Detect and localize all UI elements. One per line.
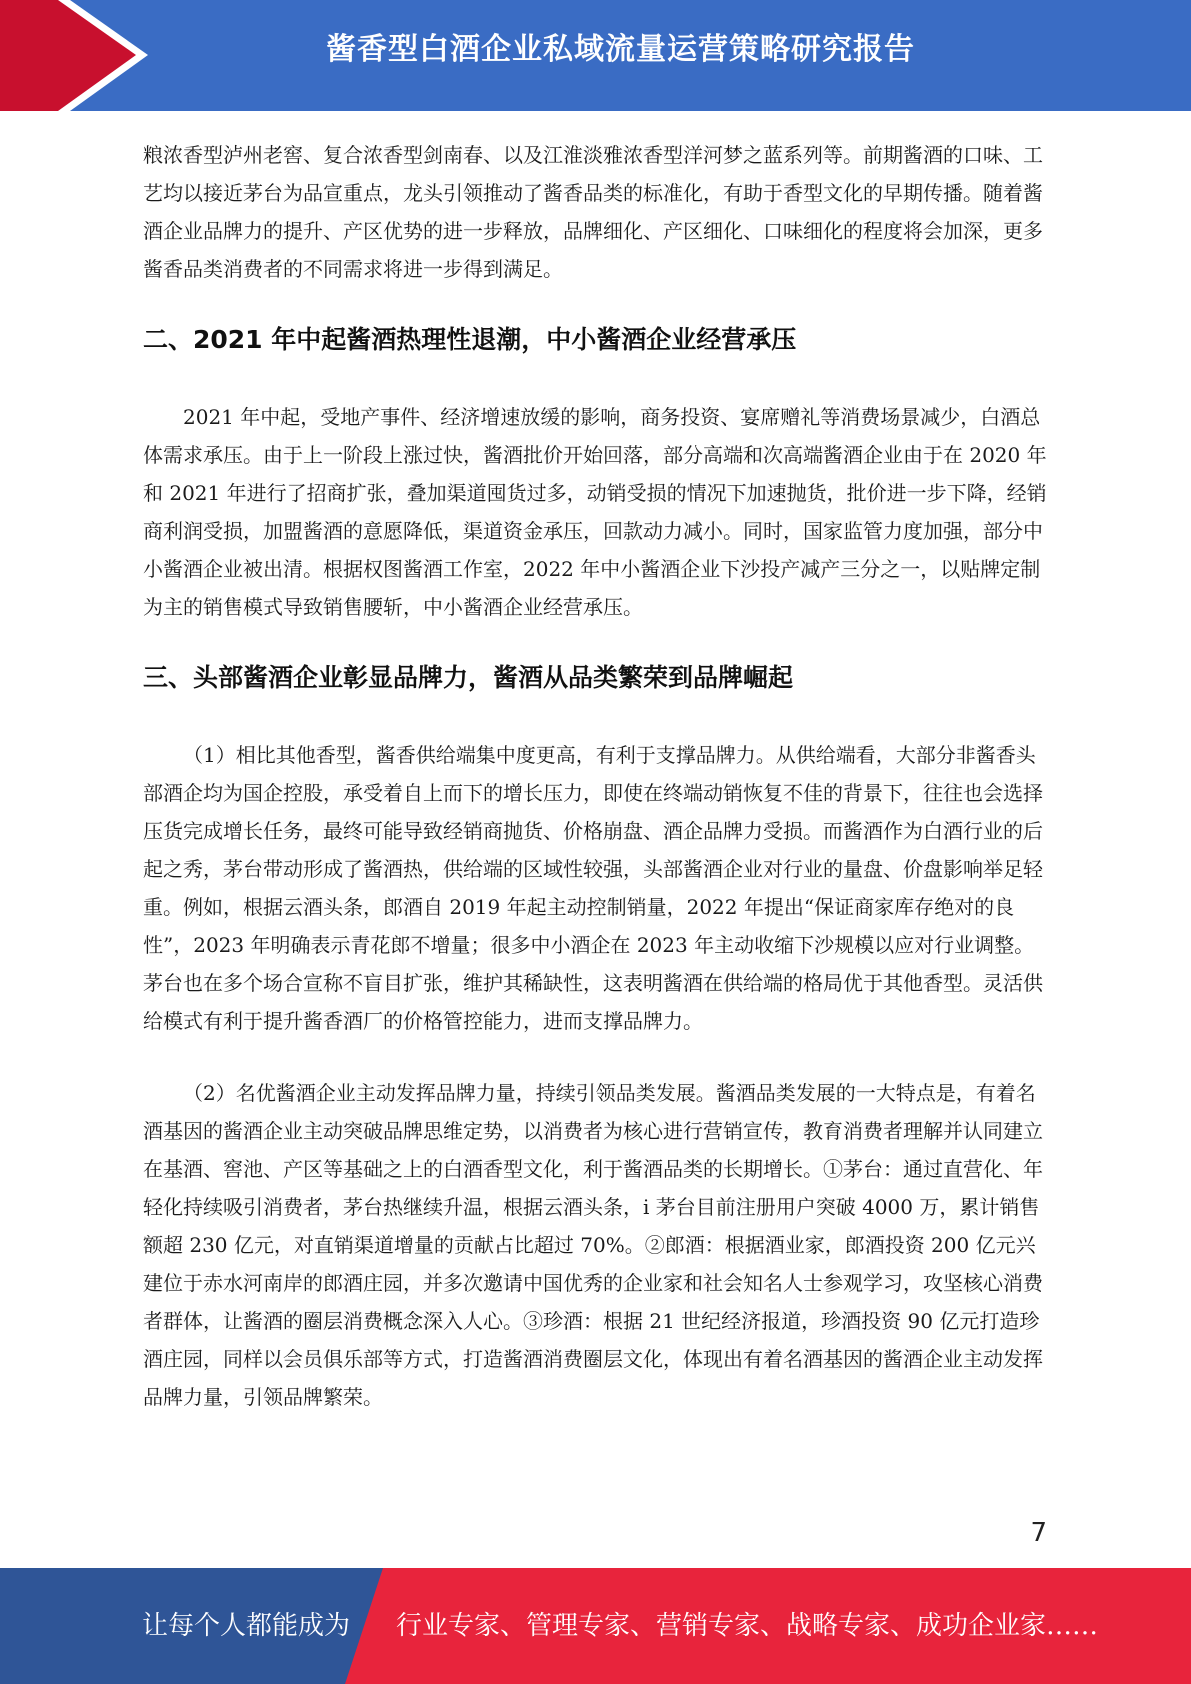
section-2-paragraph: 2021 年中起，受地产事件、经济增速放缓的影响，商务投资、宴席赠礼等消费场景减少，白酒总体需求承压。由于上一阶段上涨过快，酱酒批价开始回落，部分高端和次高端酱酒企业由于在 2020 年和 2021 年进行了招商扩张，叠加渠道囤货过多，动销受损的情况下加速抛货，批价进一步下降，经销商利润受损，加盟酱酒的意愿降低，渠道资金承压，回款动力减小。同时，国家监管力度加强，部分中小酱酒企业被出清。根据权图酱酒工作室，2022 年中小酱酒企业下沙投产减产三分之一，以贴牌定制为主的销售模式导致销售腰斩，中小酱酒企业经营承压。 [143,405,1047,619]
section-heading-2: 二、2021 年中起酱酒热理性退潮，中小酱酒企业经营承压 [143,325,797,354]
document-body [143,136,1048,1416]
footer-slogan-left: 让每个人都能成为 [142,1611,351,1641]
report-title: 酱香型白酒企业私域流量运营策略研究报告 [326,32,915,67]
section-heading-3: 三、头部酱酒企业彰显品牌力，酱酒从品类繁荣到品牌崛起 [143,663,794,692]
page-footer [0,1568,1191,1684]
footer-slogan-right: 行业专家、管理专家、营销专家、战略专家、成功企业家…… [396,1611,1099,1641]
section-3-paragraph-2: （2）名优酱酒企业主动发挥品牌力量，持续引领品类发展。酱酒品类发展的一大特点是，有着名酒基因的酱酒企业主动突破品牌思维定势，以消费者为核心进行营销宣传，教育消费者理解并认同建立在基酒、窖池、产区等基础之上的白酒香型文化，利于酱酒品类的长期增长。①茅台：通过直营化、年轻化持续吸引消费者，茅台热继续升温，根据云酒头条，i 茅台目前注册用户突破 4000 万，累计销售额超 230 亿元，对直销渠道增量的贡献占比超过 70%。②郎酒：根据酒业家，郎酒投资 200 亿元兴建位于赤水河南岸的郎酒庄园，并多次邀请中国优秀的企业家和社会知名人士参观学习，攻坚核心消费者群体，让酱酒的圈层消费概念深入人心。③珍酒：根据 21 世纪经济报道，珍酒投资 90 亿元打造珍酒庄园，同样以会员俱乐部等方式，打造酱酒消费圈层文化，体现出有着名酒基因的酱酒企业主动发挥品牌力量，引领品牌繁荣。 [143,1081,1043,1409]
section-3-paragraph-1: （1）相比其他香型，酱香供给端集中度更高，有利于支撑品牌力。从供给端看，大部分非酱香头部酒企均为国企控股，承受着自上而下的增长压力，即使在终端动销恢复不佳的背景下，往往也会选择压货完成增长任务，最终可能导致经销商抛货、价格崩盘、酒企品牌力受损。而酱酒作为白酒行业的后起之秀，茅台带动形成了酱酒热，供给端的区域性较强，头部酱酒企业对行业的量盘、价盘影响举足轻重。例如，根据云酒头条，郎酒自 2019 年起主动控制销量，2022 年提出“保证商家库存绝对的良性”，2023 年明确表示青花郎不增量；很多中小酒企在 2023 年主动收缩下沙规模以应对行业调整。茅台也在多个场合宣称不盲目扩张，维护其稀缺性，这表明酱酒在供给端的格局优于其他香型。灵活供给模式有利于提升酱香酒厂的价格管控能力，进而支撑品牌力。 [143,743,1043,1033]
intro-paragraph: 粮浓香型泸州老窖、复合浓香型剑南春、以及江淮淡雅浓香型洋河梦之蓝系列等。前期酱酒的口味、工艺均以接近茅台为品宣重点，龙头引领推动了酱香品类的标准化，有助于香型文化的早期传播。随着酱酒企业品牌力的提升、产区优势的进一步释放，品牌细化、产区细化、口味细化的程度将会加深，更多酱香品类消费者的不同需求将进一步得到满足。 [143,143,1043,281]
page-number: 7 [1030,1518,1047,1548]
page-header [0,0,1191,111]
